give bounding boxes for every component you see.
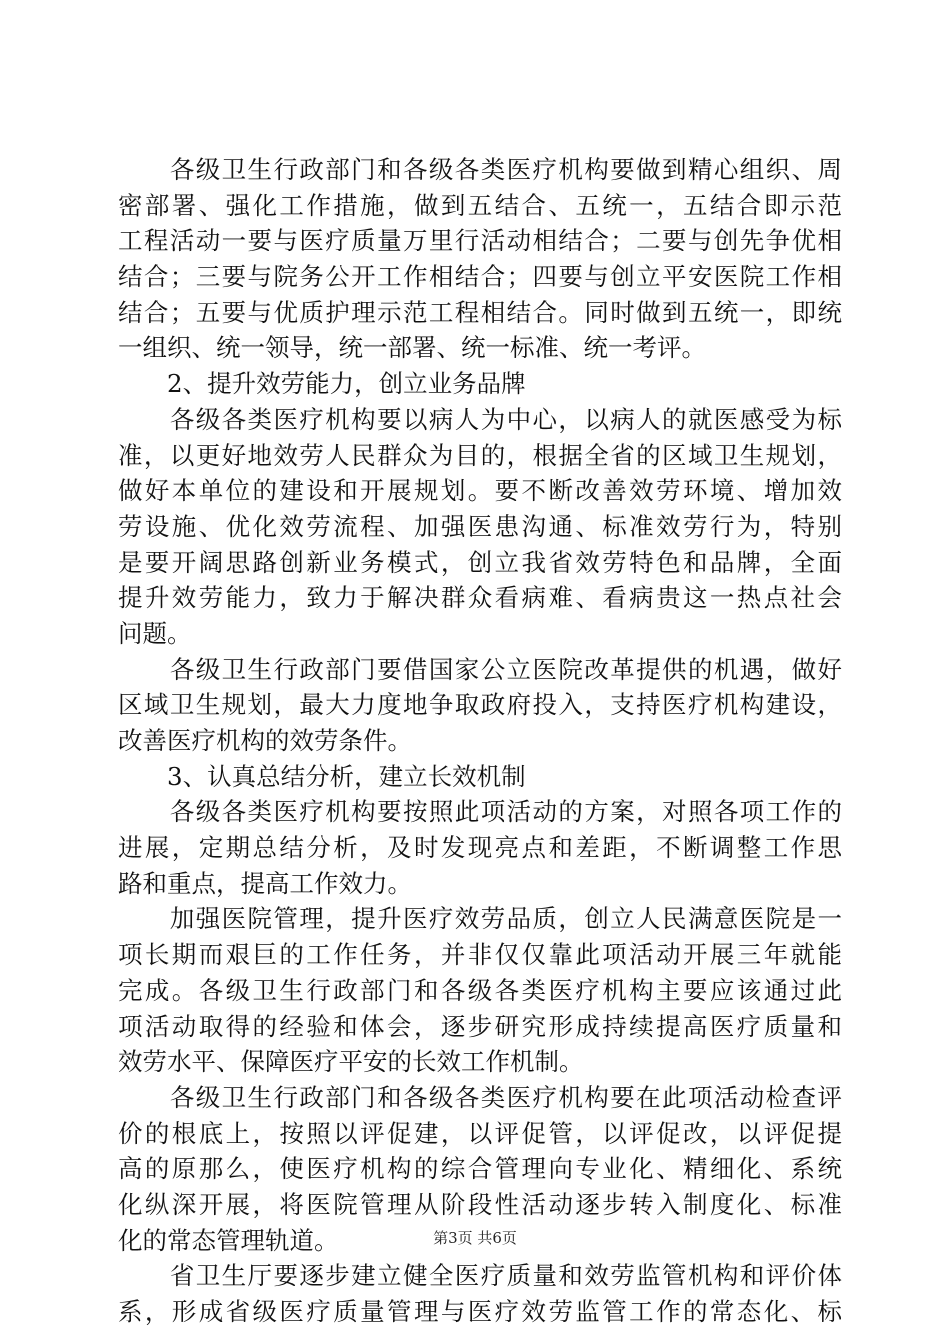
text-line: 各级卫生行政部门要借国家公立医院改革提供的机遇，做好 xyxy=(118,654,842,684)
text-line: 问题。 xyxy=(118,618,192,648)
text-line: 密部署、强化工作措施，做到五结合、五统一，五结合即示范 xyxy=(118,190,842,220)
text-line: 效劳水平、保障医疗平安的长效工作机制。 xyxy=(118,1047,584,1077)
text-line: 化的常态管理轨道。 xyxy=(118,1225,339,1255)
text-line: 结合；五要与优质护理示范工程相结合。同时做到五统一，即统 xyxy=(118,297,842,327)
text-line: 价的根底上，按照以评促建，以评促管，以评促改，以评促提 xyxy=(118,1118,842,1148)
text-line: 区域卫生规划，最大力度地争取政府投入，支持医疗机构建设， xyxy=(118,690,842,720)
text-line: 项活动取得的经验和体会，逐步研究形成持续提高医疗质量和 xyxy=(118,1011,842,1041)
text-line: 化纵深开展，将医院管理从阶段性活动逐步转入制度化、标准 xyxy=(118,1189,842,1219)
page-footer: 第3页 共6页 xyxy=(433,1229,517,1247)
text-line: 各级各类医疗机构要按照此项活动的方案，对照各项工作的 xyxy=(118,797,842,827)
text-line: 改善医疗机构的效劳条件。 xyxy=(118,726,412,755)
text-line: 加强医院管理，提升医疗效劳品质，创立人民满意医院是一 xyxy=(118,904,842,934)
text-line: 各级卫生行政部门和各级各类医疗机构要在此项活动检查评 xyxy=(118,1082,842,1112)
text-line: 2、提升效劳能力，创立业务品牌 xyxy=(118,369,526,399)
text-line: 一组织、统一领导，统一部署、统一标准、统一考评。 xyxy=(118,333,706,363)
text-line: 做好本单位的建设和开展规划。要不断改善效劳环境、增加效 xyxy=(118,476,842,506)
text-line: 提升效劳能力，致力于解决群众看病难、看病贵这一热点社会 xyxy=(118,583,842,613)
text-line: 工程活动一要与医疗质量万里行活动相结合；二要与创先争优相 xyxy=(118,226,842,256)
text-line: 准，以更好地效劳人民群众为目的，根据全省的区域卫生规划， xyxy=(118,440,842,470)
text-line: 各级卫生行政部门和各级各类医疗机构要做到精心组织、周 xyxy=(118,155,842,184)
text-line: 高的原那么，使医疗机构的综合管理向专业化、精细化、系统 xyxy=(118,1154,842,1184)
document-body xyxy=(118,152,842,1330)
text-line: 进展，定期总结分析，及时发现亮点和差距，不断调整工作思 xyxy=(118,833,842,863)
text-line: 3、认真总结分析，建立长效机制 xyxy=(118,761,526,791)
text-line: 系，形成省级医疗质量管理与医疗效劳监管工作的常态化、标 xyxy=(118,1297,842,1326)
text-line: 劳设施、优化效劳流程、加强医患沟通、标准效劳行为，特别 xyxy=(118,511,842,541)
text-line: 项长期而艰巨的工作任务，并非仅仅靠此项活动开展三年就能 xyxy=(118,940,842,970)
text-line: 路和重点，提高工作效力。 xyxy=(118,868,412,898)
text-line: 结合；三要与院务公开工作相结合；四要与创立平安医院工作相 xyxy=(118,262,842,292)
text-line: 完成。各级卫生行政部门和各级各类医疗机构主要应该通过此 xyxy=(118,975,842,1005)
text-line: 省卫生厅要逐步建立健全医疗质量和效劳监管机构和评价体 xyxy=(118,1261,842,1291)
text-line: 各级各类医疗机构要以病人为中心，以病人的就医感受为标 xyxy=(118,404,842,434)
text-line: 是要开阔思路创新业务模式，创立我省效劳特色和品牌，全面 xyxy=(118,547,842,577)
